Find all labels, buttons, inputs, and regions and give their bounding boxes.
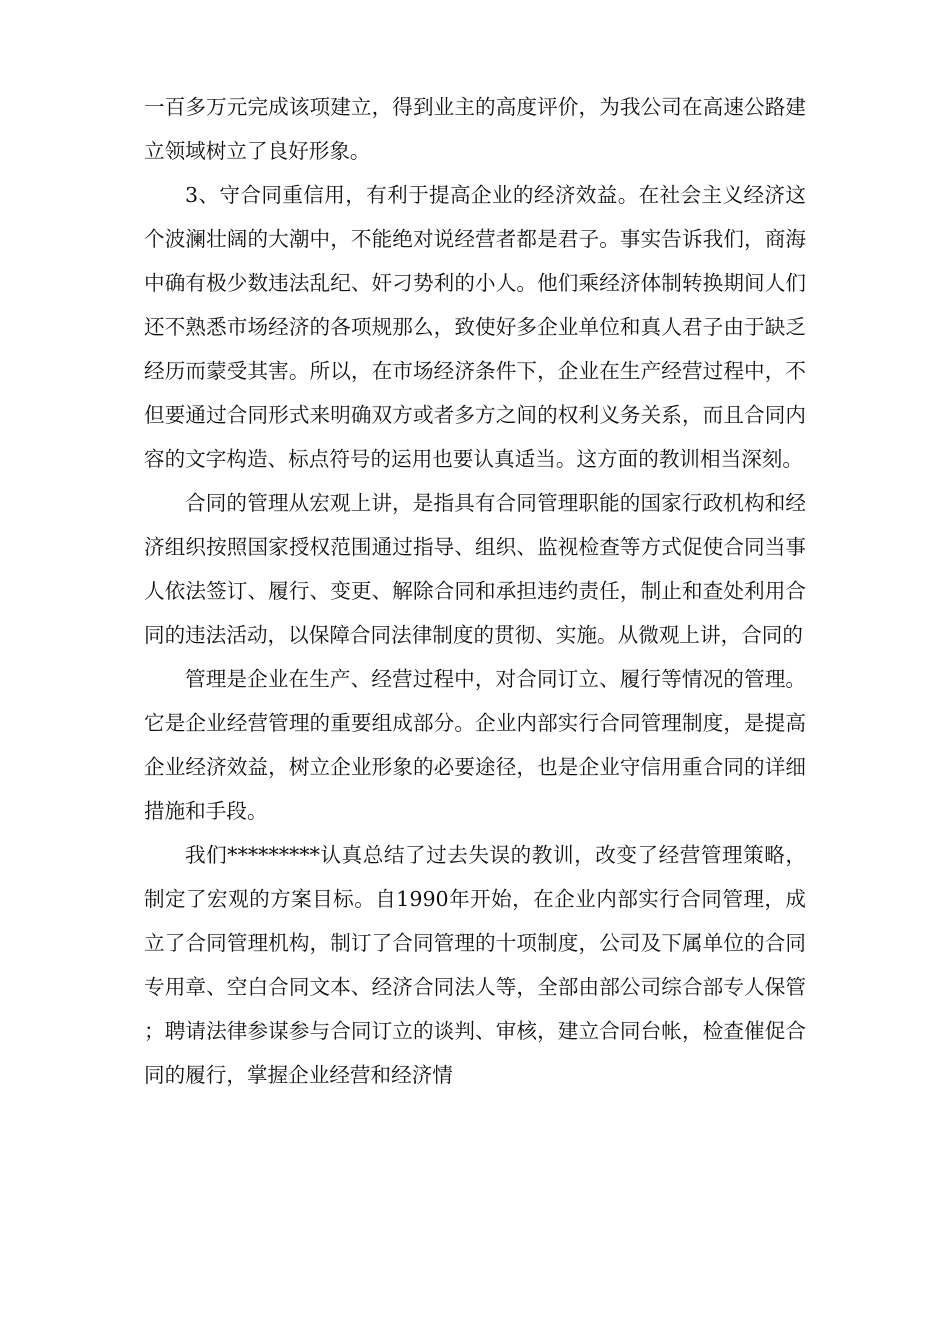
paragraph-3: 合同的管理从宏观上讲，是指具有合同管理职能的国家行政机构和经济组织按照国家授权范围通过指导、组织、监视检查等方式促使合同当事人依法签订、履行、变更、解除合同和承担违约责任，制止和查处利用合同的违法活动，以保障合同法律制度的贯彻、实施。从微观上讲，合同的 xyxy=(144,491,806,647)
paragraph-1: 一百多万元完成该项建立，得到业主的高度评价，为我公司在高速公路建立领域树立了良好形象。 xyxy=(144,95,806,163)
paragraph-4: 管理是企业在生产、经营过程中，对合同订立、履行等情况的管理。它是企业经营管理的重要组成部分。企业内部实行合同管理制度，是提高企业经济效益，树立企业形象的必要途径，也是企业守信用重合同的详细措施和手段。 xyxy=(144,667,806,823)
paragraph-5: 我们*********认真总结了过去失误的教训，改变了经营管理策略，制定了宏观的方案目标。自1990年开始，在企业内部实行合同管理，成立了合同管理机构，制订了合同管理的十项制度，公司及下属单位的合同专用章、空白合同文本、经济合同法人等，全部由部公司综合部专人保管；聘请法律参谋参与合同订立的谈判、审核，建立合同台帐，检查催促合同的履行，掌握企业经营和经济情 xyxy=(144,843,806,1087)
paragraph-2: 3、守合同重信用，有利于提高企业的经济效益。在社会主义经济这个波澜壮阔的大潮中，不能绝对说经营者都是君子。事实告诉我们，商海中确有极少数违法乱纪、奸刁势利的小人。他们乘经济体制转换期间人们还不熟悉市场经济的各项规那么，致使好多企业单位和真人君子由于缺乏经历而蒙受其害。所以，在市场经济条件下，企业在生产经营过程中，不但要通过合同形式来明确双方或者多方之间的权利义务关系，而且合同内容的文字构造、标点符号的运用也要认真适当。这方面的教训相当深刻。 xyxy=(144,183,806,471)
document-body xyxy=(144,85,806,1097)
